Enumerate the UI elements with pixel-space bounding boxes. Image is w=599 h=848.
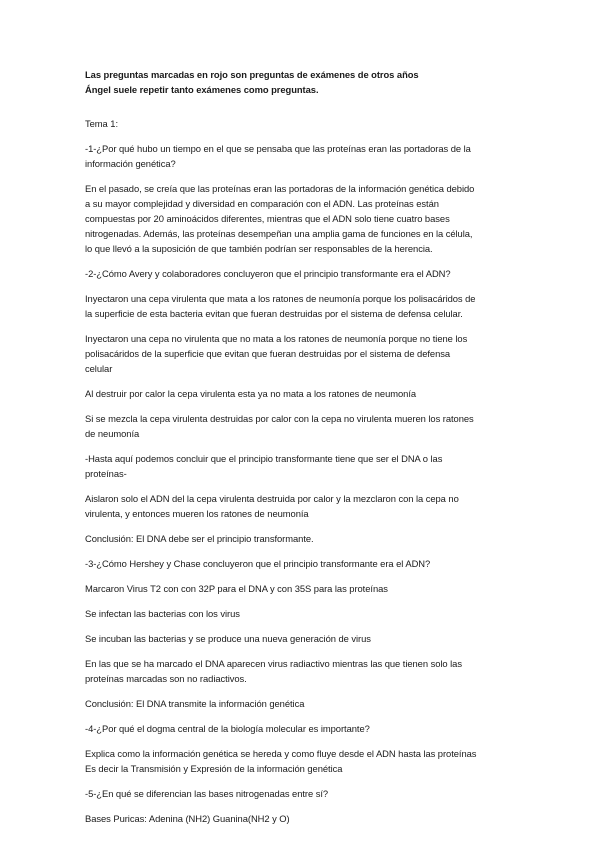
- answer-line: polisacáridos de la superficie que evitan que fueran destruidas por el sistema de defensa: [85, 348, 451, 359]
- answer-1: [85, 181, 539, 256]
- answer-line: Aislaron solo el ADN del la cepa virulenta destruida por calor y la mezclaron con la cepa no: [85, 493, 459, 504]
- answer-line: En las que se ha marcado el DNA aparecen virus radiactivo mientras las que tienen solo las: [85, 658, 462, 669]
- answer-line: la superficie de esta bacteria evitan que fueran destruidas por el sistema de defensa celular.: [85, 308, 463, 319]
- answer-2-paragraph: [85, 331, 539, 376]
- answer-4: [85, 746, 539, 776]
- answer-2-paragraph: [85, 291, 539, 321]
- answer-line: proteínas-: [85, 468, 127, 479]
- answer-2-paragraph: [85, 451, 539, 481]
- answer-3-paragraph: Se infectan las bacterias con los virus: [85, 608, 240, 619]
- answer-line: virulenta, y entonces mueren los ratones de neumonía: [85, 508, 309, 519]
- answer-2-paragraph: Al destruir por calor la cepa virulenta esta ya no mata a los ratones de neumonía: [85, 388, 417, 399]
- intro-line: Las preguntas marcadas en rojo son preguntas de exámenes de otros años: [85, 69, 419, 80]
- answer-2-paragraph: [85, 411, 539, 441]
- answer-line: Inyectaron una cepa no virulenta que no mata a los ratones de neumonía porque no tiene los: [85, 333, 468, 344]
- question-3: -3-¿Cómo Hershey y Chase concluyeron que el principio transformante era el ADN?: [85, 558, 431, 569]
- answer-5-paragraph: Bases Puricas: Adenina (NH2) Guanina(NH2 y O): [85, 813, 290, 824]
- answer-line: celular: [85, 363, 113, 374]
- question-line: -1-¿Por qué hubo un tiempo en el que se pensaba que las proteínas eran las portadoras de la: [85, 143, 471, 154]
- answer-3-paragraph: Marcaron Virus T2 con con 32P para el DNA y con 35S para las proteínas: [85, 583, 388, 594]
- answer-line: lo que llevó a la suposición de que también podrían ser responsables de la herencia.: [85, 243, 433, 254]
- intro-line: Ángel suele repetir tanto exámenes como preguntas.: [85, 84, 319, 95]
- section-title: Tema 1:: [85, 118, 118, 129]
- answer-line: En el pasado, se creía que las proteínas eran las portadoras de la información genética debido: [85, 183, 475, 194]
- answer-2-conclusion: Conclusión: El DNA debe ser el principio transformante.: [85, 533, 314, 544]
- question-2: -2-¿Cómo Avery y colaboradores concluyeron que el principio transformante era el ADN?: [85, 268, 451, 279]
- answer-3-conclusion: Conclusión: El DNA transmite la información genética: [85, 698, 305, 709]
- question-4: -4-¿Por qué el dogma central de la biología molecular es importante?: [85, 723, 370, 734]
- answer-line: Inyectaron una cepa virulenta que mata a los ratones de neumonía porque los polisacáridos de: [85, 293, 476, 304]
- answer-line: proteínas marcadas son no radiactivos.: [85, 673, 247, 684]
- answer-2-paragraph: [85, 491, 539, 521]
- intro-note: [85, 67, 539, 97]
- answer-line: Si se mezcla la cepa virulenta destruidas por calor con la cepa no virulenta mueren los ratones: [85, 413, 474, 424]
- question-1: [85, 141, 539, 171]
- question-line: información genética?: [85, 158, 176, 169]
- answer-line: Explica como la información genética se hereda y como fluye desde el ADN hasta las proteínas: [85, 748, 477, 759]
- answer-line: nitrogenadas. Además, las proteínas desempeñan una amplia gama de funciones en la célula,: [85, 228, 473, 239]
- answer-line: Es decir la Transmisión y Expresión de la información genética: [85, 763, 343, 774]
- answer-line: de neumonía: [85, 428, 140, 439]
- answer-3-paragraph: [85, 656, 539, 686]
- answer-line: a su mayor complejidad y diversidad en comparación con el ADN. Las proteínas están: [85, 198, 439, 209]
- answer-line: compuestas por 20 aminoácidos diferentes, mientras que el ADN solo tiene cuatro bases: [85, 213, 450, 224]
- answer-3-paragraph: Se incuban las bacterias y se produce una nueva generación de virus: [85, 633, 371, 644]
- answer-line: -Hasta aquí podemos concluir que el principio transformante tiene que ser el DNA o las: [85, 453, 443, 464]
- question-5: -5-¿En qué se diferencian las bases nitrogenadas entre sí?: [85, 788, 329, 799]
